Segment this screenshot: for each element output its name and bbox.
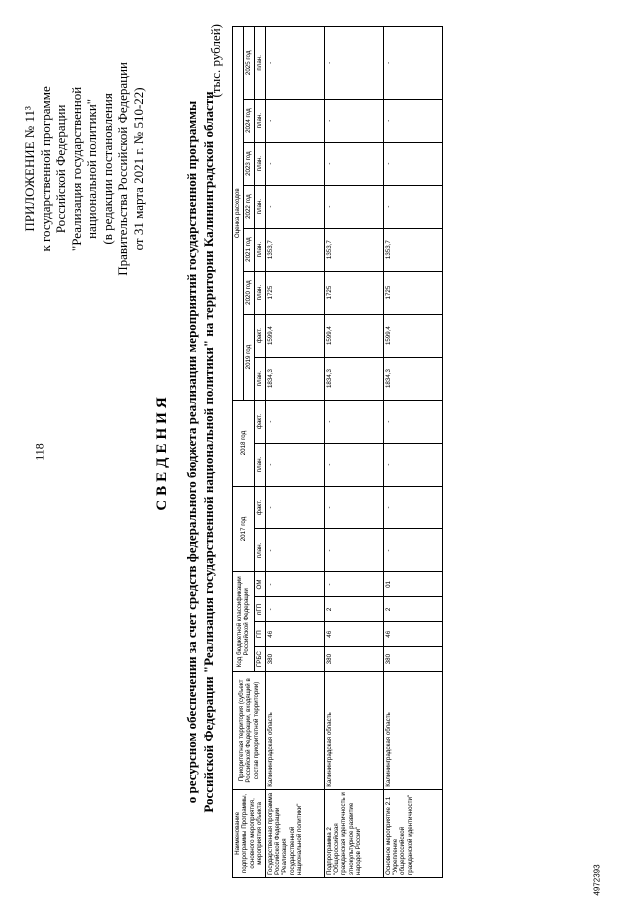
cell-2019-plan: 1834,3: [383, 357, 442, 400]
cell-2022-plan: -: [265, 185, 324, 228]
cell-gp: 46: [383, 622, 442, 647]
header-plan: план.: [254, 271, 265, 314]
header-grbs: ГРБС: [254, 647, 265, 672]
page-number: 118: [32, 443, 47, 461]
cell-2018-plan: -: [265, 443, 324, 486]
units-label: (тыс. рублей): [208, 24, 223, 98]
header-2020: 2020 год: [243, 271, 254, 314]
header-fact: факт.: [254, 314, 265, 357]
cell-om: -: [265, 572, 324, 597]
cell-pgp: 2: [324, 597, 383, 622]
header-fact: факт.: [254, 486, 265, 529]
cell-grbs: 380: [265, 647, 324, 672]
cell-territory: Калининградская область: [324, 672, 383, 790]
header-2023: 2023 год: [243, 142, 254, 185]
appendix-line: (в редакции постановления: [99, 93, 115, 245]
header-om: ОМ: [254, 572, 265, 597]
cell-2019-fact: 1599,4: [324, 314, 383, 357]
header-territory: Приоритетная территория (субъект Российской Федерации, входящий в состав приоритетной территории): [233, 672, 266, 790]
header-gp: ГП: [254, 622, 265, 647]
cell-2020-plan: 1725: [265, 271, 324, 314]
appendix-line: Российской Федерации: [53, 104, 68, 234]
header-2024: 2024 год: [243, 99, 254, 142]
cell-2019-plan: 1834,3: [265, 357, 324, 400]
header-plan: план.: [254, 529, 265, 572]
header-2025: 2025 год: [243, 27, 254, 100]
document-title: [154, 22, 217, 882]
cell-2021-plan: 1353,7: [324, 228, 383, 271]
cell-2017-plan: -: [383, 529, 442, 572]
cell-2022-plan: -: [324, 185, 383, 228]
cell-pgp: -: [265, 597, 324, 622]
cell-2024-plan: -: [324, 99, 383, 142]
appendix-line: ПРИЛОЖЕНИЕ № 11³: [22, 106, 37, 232]
cell-om: -: [324, 572, 383, 597]
header-plan: план.: [254, 443, 265, 486]
cell-om: 01: [383, 572, 442, 597]
cell-pgp: 2: [383, 597, 442, 622]
header-plan: план.: [254, 185, 265, 228]
header-plan: план.: [254, 99, 265, 142]
appendix-line: от 31 марта 2021 г. № 510-22): [130, 87, 146, 251]
appendix-block: [22, 62, 146, 276]
cell-2017-fact: -: [324, 486, 383, 529]
cell-territory: Калининградская область: [265, 672, 324, 790]
cell-2019-plan: 1834,3: [324, 357, 383, 400]
cell-2023-plan: -: [265, 142, 324, 185]
header-2019: 2019 год: [243, 314, 254, 400]
appendix-line: Правительства Российской Федерации: [115, 62, 130, 276]
appendix-line: национальной политики": [84, 98, 99, 239]
cell-2020-plan: 1725: [324, 271, 383, 314]
header-2022: 2022 год: [243, 185, 254, 228]
header-2018: 2018 год: [233, 400, 255, 486]
cell-2018-plan: -: [324, 443, 383, 486]
cell-2019-fact: 1599,4: [383, 314, 442, 357]
header-pgp: пГП: [254, 597, 265, 622]
table-row: [265, 27, 324, 878]
cell-2017-fact: -: [383, 486, 442, 529]
header-2021: 2021 год: [243, 228, 254, 271]
header-name: Наименование подпрограммы Программы, основного мероприятия, мероприятия объекта: [233, 789, 266, 877]
cell-2018-fact: -: [383, 400, 442, 443]
cell-2025-plan: -: [383, 27, 442, 100]
cell-2017-plan: -: [324, 529, 383, 572]
title-line: Российской Федерации "Реализация государственной национальной политики" на территории Калининградской области: [201, 91, 216, 813]
cell-grbs: 380: [383, 647, 442, 672]
header-budget-code: Код бюджетной классификации Российской Федерации: [233, 572, 255, 672]
cell-2018-fact: -: [265, 400, 324, 443]
header-plan: план.: [254, 142, 265, 185]
cell-2020-plan: 1725: [383, 271, 442, 314]
cell-2017-fact: -: [265, 486, 324, 529]
header-plan: план.: [254, 357, 265, 400]
cell-name: Подпрограмма 2 "Общероссийская гражданская идентичность и этнокультурное развитие народов России": [324, 789, 383, 877]
cell-2017-plan: -: [265, 529, 324, 572]
footer-code: 4972393: [592, 864, 602, 896]
table-row: [383, 27, 442, 878]
cell-grbs: 380: [324, 647, 383, 672]
cell-2023-plan: -: [383, 142, 442, 185]
table-row: [324, 27, 383, 878]
appendix-line: к государственной программе: [37, 86, 53, 252]
cell-2019-fact: 1599,4: [265, 314, 324, 357]
appendix-line: "Реализация государственной: [68, 86, 84, 252]
title-heading: СВЕДЕНИЯ: [154, 393, 170, 511]
title-line: о ресурсном обеспечении за счет средств федерального бюджета реализации мероприятий государственной программы: [184, 100, 199, 804]
header-estimate: Оценка расходов: [233, 27, 244, 401]
cell-gp: 46: [324, 622, 383, 647]
cell-2021-plan: 1353,7: [265, 228, 324, 271]
header-fact: факт.: [254, 400, 265, 443]
cell-2023-plan: -: [324, 142, 383, 185]
header-2017: 2017 год: [233, 486, 255, 572]
cell-2018-fact: -: [324, 400, 383, 443]
cell-name: Основное мероприятие 2.1 "Укрепление общероссийской гражданской идентичности": [383, 789, 442, 877]
document-sheet: [20, 22, 620, 882]
cell-2024-plan: -: [383, 99, 442, 142]
cell-2025-plan: -: [324, 27, 383, 100]
cell-territory: Калининградская область: [383, 672, 442, 790]
cell-2024-plan: -: [265, 99, 324, 142]
resource-table: [232, 26, 443, 878]
cell-gp: 46: [265, 622, 324, 647]
cell-name: Государственная программа Российской Федерации "Реализация государственной национальной политики": [265, 789, 324, 877]
cell-2025-plan: -: [265, 27, 324, 100]
header-plan: план.: [254, 27, 265, 100]
cell-2022-plan: -: [383, 185, 442, 228]
cell-2021-plan: 1353,7: [383, 228, 442, 271]
cell-2018-plan: -: [383, 443, 442, 486]
header-plan: план.: [254, 228, 265, 271]
